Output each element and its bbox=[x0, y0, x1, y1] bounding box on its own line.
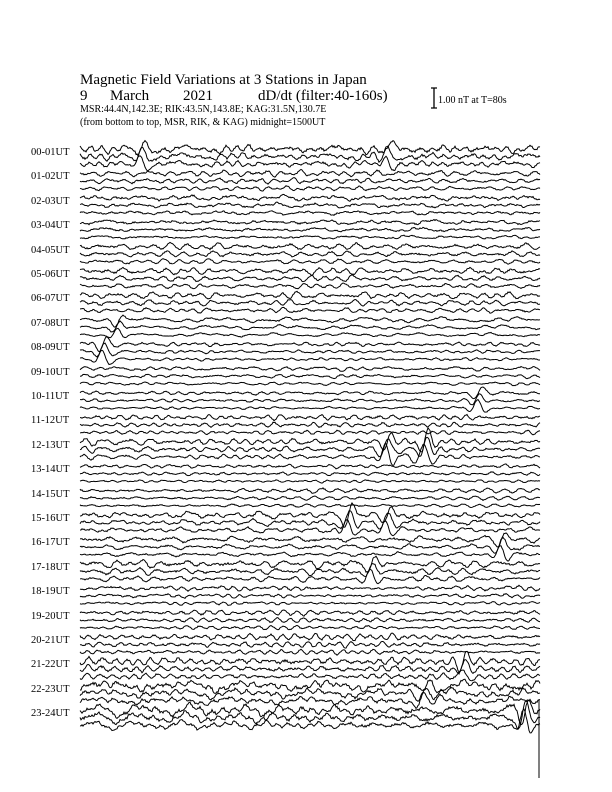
trace-rik bbox=[80, 641, 540, 648]
hour-label: 17-18UT bbox=[31, 561, 70, 573]
trace-rik bbox=[80, 594, 540, 599]
hour-label: 04-05UT bbox=[31, 244, 70, 256]
trace-rik bbox=[80, 564, 540, 577]
trace-kag bbox=[80, 503, 540, 527]
hour-label: 15-16UT bbox=[31, 513, 70, 524]
hour-label: 01-02UT bbox=[31, 171, 70, 183]
trace-rik bbox=[80, 618, 540, 623]
trace-msr bbox=[80, 504, 540, 508]
trace-rik bbox=[80, 321, 540, 332]
trace-kag bbox=[80, 141, 540, 156]
trace-msr bbox=[80, 625, 540, 629]
hour-label: 13-14UT bbox=[31, 464, 70, 476]
trace-msr bbox=[80, 259, 540, 265]
trace-rik bbox=[80, 374, 540, 378]
trace-kag bbox=[80, 700, 540, 725]
hour-label: 02-03UT bbox=[31, 195, 70, 207]
trace-kag bbox=[80, 315, 540, 327]
trace-rik bbox=[80, 394, 540, 405]
hour-label: 05-06UT bbox=[31, 269, 70, 280]
trace-msr bbox=[80, 328, 540, 337]
trace-msr bbox=[80, 235, 540, 239]
trace-msr bbox=[80, 569, 540, 583]
title-quantity: dD/dt (filter:40-160s) bbox=[258, 88, 388, 104]
trace-rik bbox=[80, 178, 540, 185]
trace-msr bbox=[80, 186, 540, 191]
hour-label: 06-07UT bbox=[31, 293, 70, 305]
trace-msr bbox=[80, 546, 540, 561]
hour-label: 19-20UT bbox=[31, 610, 70, 622]
hour-label: 21-22UT bbox=[31, 659, 70, 671]
hour-label: 07-08UT bbox=[31, 317, 70, 329]
trace-rik bbox=[80, 472, 540, 476]
trace-kag bbox=[80, 267, 540, 275]
trace-msr bbox=[80, 382, 540, 386]
trace-rik bbox=[80, 299, 540, 306]
trace-kag bbox=[80, 337, 540, 352]
trace-rik bbox=[80, 496, 540, 500]
hour-label: 11-12UT bbox=[31, 415, 70, 427]
trace-rik bbox=[80, 202, 540, 208]
trace-kag bbox=[80, 242, 540, 249]
chart-title: Magnetic Field Variations at 3 Stations in Japan bbox=[80, 72, 367, 88]
trace-kag bbox=[80, 556, 540, 572]
hour-label: 09-10UT bbox=[31, 366, 70, 378]
trace-msr bbox=[80, 602, 540, 606]
hour-label: 00-01UT bbox=[31, 147, 70, 158]
scale-bar bbox=[431, 88, 437, 108]
station-coordinates: MSR:44.4N,142.3E; RIK:43.5N,143.8E; KAG:31.5N,130.7E bbox=[80, 104, 327, 115]
trace-kag bbox=[80, 651, 540, 671]
hour-label: 16-17UT bbox=[31, 537, 70, 549]
trace-msr bbox=[80, 283, 540, 289]
trace-kag bbox=[80, 387, 540, 399]
trace-kag bbox=[80, 366, 540, 371]
hour-label: 18-19UT bbox=[31, 586, 70, 598]
scale-bar-label: 1.00 nT at T=80s bbox=[438, 95, 507, 106]
hour-label: 20-21UT bbox=[31, 635, 70, 646]
hour-label: 22-23UT bbox=[31, 683, 70, 695]
trace-msr bbox=[80, 307, 540, 313]
title-month: March bbox=[110, 88, 150, 104]
trace-msr bbox=[80, 649, 540, 655]
hour-label: 08-09UT bbox=[31, 342, 70, 354]
trace-msr bbox=[80, 709, 540, 733]
trace-rik bbox=[80, 275, 540, 282]
trace-kag bbox=[80, 169, 540, 177]
title-day: 9 bbox=[80, 88, 88, 104]
trace-kag bbox=[80, 585, 540, 591]
trace-kag bbox=[80, 464, 540, 469]
trace-kag bbox=[80, 291, 540, 299]
trace-kag bbox=[80, 219, 540, 224]
trace-msr bbox=[80, 430, 540, 435]
hour-label: 12-13UT bbox=[31, 439, 70, 451]
trace-msr bbox=[80, 211, 540, 216]
trace-msr bbox=[80, 480, 540, 483]
trace-rik bbox=[80, 422, 540, 427]
trace-rik bbox=[80, 251, 540, 257]
trace-msr bbox=[80, 156, 540, 171]
trace-kag bbox=[80, 414, 540, 420]
trace-order-note: (from bottom to top, MSR, RIK, & KAG) midnight=1500UT bbox=[80, 117, 326, 128]
trace-rik bbox=[80, 511, 540, 529]
title-year: 2021 bbox=[183, 88, 213, 104]
trace-kag bbox=[80, 194, 540, 201]
trace-rik bbox=[80, 227, 540, 231]
trace-msr bbox=[80, 400, 540, 413]
trace-kag bbox=[80, 488, 540, 493]
trace-rik bbox=[80, 343, 540, 357]
hour-label: 23-24UT bbox=[31, 708, 70, 720]
trace-kag bbox=[80, 633, 540, 641]
trace-kag bbox=[80, 610, 540, 616]
hour-label: 03-04UT bbox=[31, 220, 70, 232]
hour-label: 14-15UT bbox=[31, 488, 70, 500]
trace-rik bbox=[80, 437, 540, 456]
hour-label: 10-11UT bbox=[31, 391, 70, 402]
